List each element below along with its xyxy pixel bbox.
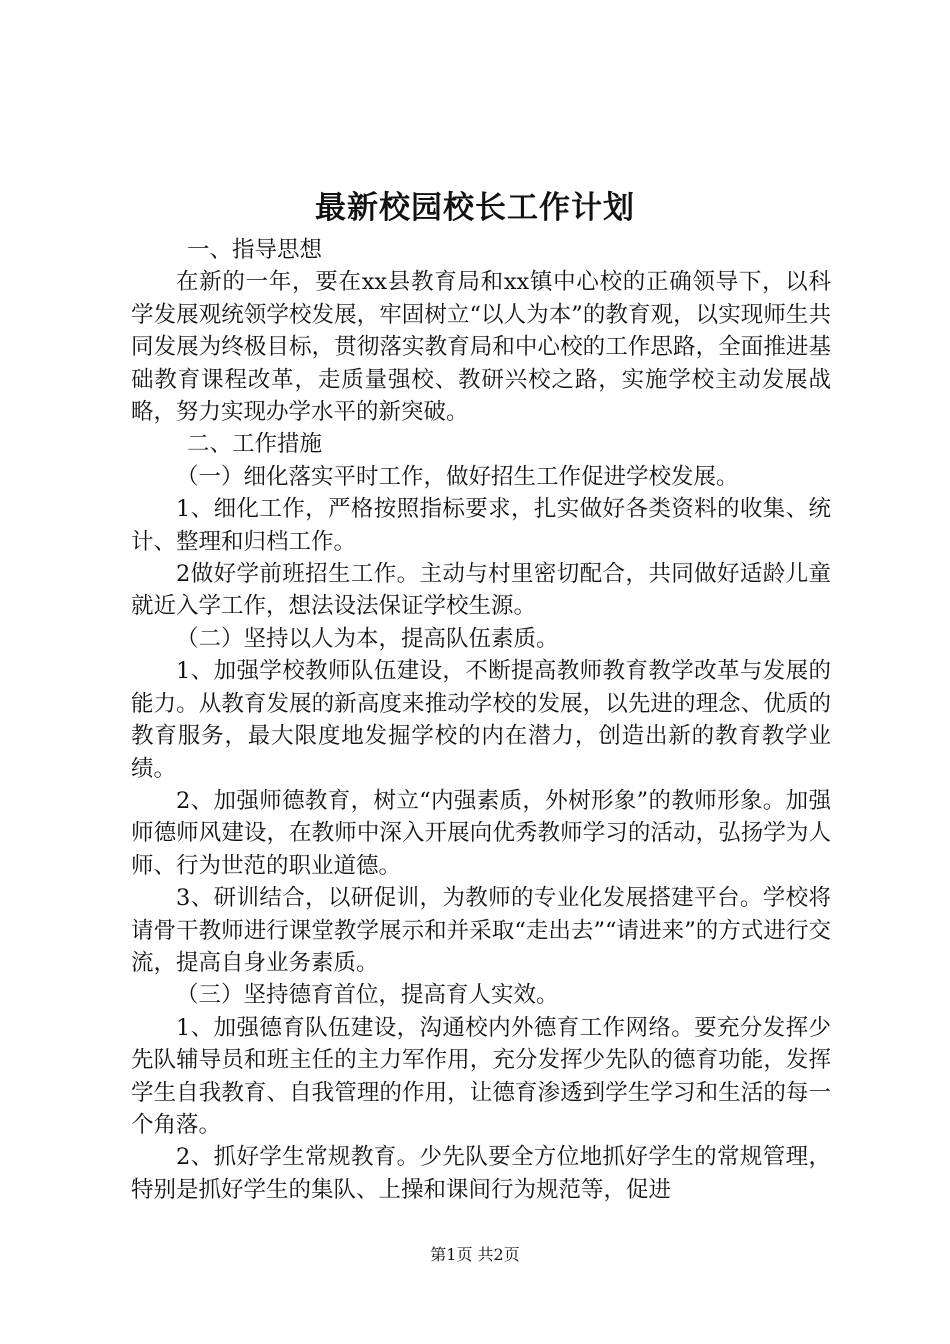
paragraph-1-1: 1、细化工作，严格按照指标要求，扎实做好各类资料的收集、统计、整理和归档工作。 — [131, 496, 831, 555]
paragraph-guiding-thought: 在新的一年，要在xx县教育局和xx镇中心校的正确领导下，以科学发展观统领学校发展，牢固树立“以人为本”的教育观，以实现师生共同发展为终极目标，贯彻落实教育局和中心校的工作思路，全面推进基础教育课程改革，走质量强校、教研兴校之路，实施学校主动发展战略，努力实现办学水平的新突破。 — [131, 269, 831, 426]
document-body — [131, 234, 831, 1206]
paragraph-3-1: 1、加强德育队伍建设，沟通校内外德育工作网络。要充分发挥少先队辅导员和班主任的主力军作用，充分发挥少先队的德育功能，发挥学生自我教育、自我管理的作用，让德育渗透到学生学习和生活的每一个角落。 — [131, 1014, 831, 1138]
paragraph-3-2: 2、抓好学生常规教育。少先队要全方位地抓好学生的常规管理，特别是抓好学生的集队、上操和课间行为规范等，促进 — [131, 1144, 831, 1203]
subheading-3: （三）坚持德育首位，提高育人实效。 — [176, 982, 559, 1009]
subheading-1: （一）细化落实平时工作，做好招生工作促进学校发展。 — [176, 463, 739, 490]
page-footer: 第1页 共2页 — [430, 1245, 520, 1264]
paragraph-2-2: 2、加强师德教育，树立“内强素质，外树形象”的教师形象。加强师德师风建设，在教师中深入开展向优秀教师学习的活动，弘扬学为人师、行为世范的职业道德。 — [131, 787, 831, 879]
section-heading-guiding-thought: 一、指导思想 — [187, 237, 323, 263]
paragraph-1-2: 2做好学前班招生工作。主动与村里密切配合，共同做好适龄儿童就近入学工作，想法设法保证学校生源。 — [131, 561, 831, 620]
section-heading-work-measures: 二、工作措施 — [187, 431, 323, 458]
paragraph-2-3: 3、研训结合，以研促训，为教师的专业化发展搭建平台。学校将请骨干教师进行课堂教学展示和并采取“走出去”“请进来”的方式进行交流，提高自身业务素质。 — [131, 885, 831, 976]
document-title: 最新校园校长工作计划 — [315, 190, 635, 226]
paragraph-2-1: 1、加强学校教师队伍建设，不断提高教师教育教学改革与发展的能力。从教育发展的新高度来推动学校的发展，以先进的理念、优质的教育服务，最大限度地发掘学校的内在潜力，创造出新的教育教学业绩。 — [131, 658, 831, 782]
subheading-2: （二）坚持以人为本，提高队伍素质。 — [176, 625, 559, 652]
